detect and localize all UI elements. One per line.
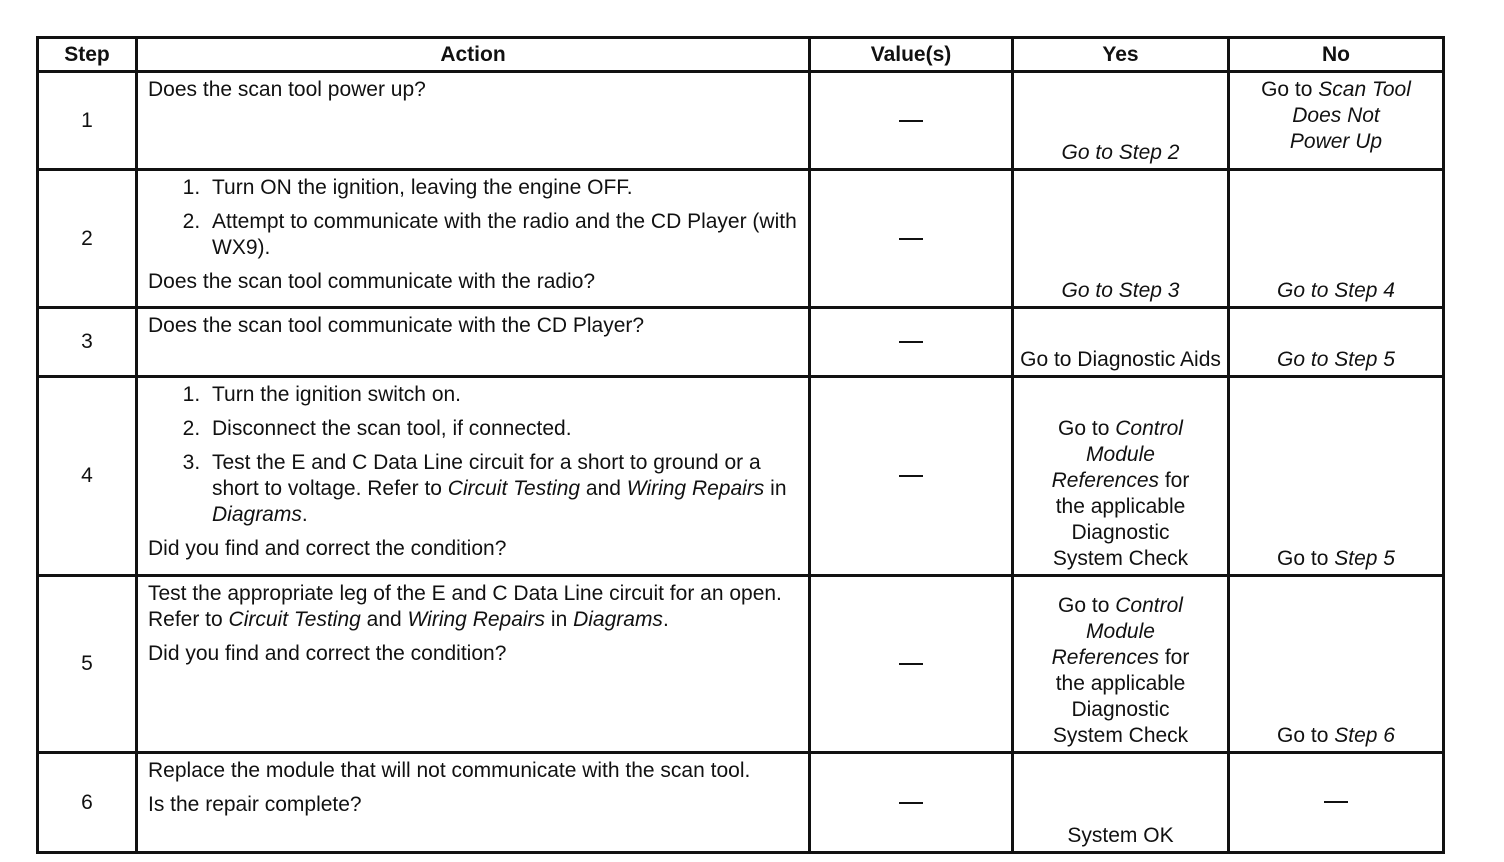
step-number: 4 xyxy=(38,377,137,576)
value-cell xyxy=(810,308,1013,377)
action-question: Does the scan tool communicate with the radio? xyxy=(148,270,596,293)
no-cell xyxy=(1229,753,1444,853)
action-question: Does the scan tool power up? xyxy=(148,78,426,101)
no-result xyxy=(1234,789,1438,815)
action-steps xyxy=(148,175,798,261)
table-row xyxy=(38,170,1444,308)
dash-icon xyxy=(899,802,923,804)
action-text: Test the appropriate leg of the E and C Data Line circuit for an open. Refer to Circuit Testing and Wiring Repairs in Diagrams. xyxy=(148,582,782,631)
header-step: Step xyxy=(38,38,137,72)
action-step-item: 2. Disconnect the scan tool, if connected. xyxy=(206,416,798,442)
header-no: No xyxy=(1229,38,1444,72)
yes-result: System OK xyxy=(1067,824,1174,847)
no-cell xyxy=(1229,377,1444,576)
table-row xyxy=(38,377,1444,576)
value-cell xyxy=(810,377,1013,576)
action-cell xyxy=(137,377,810,576)
action-step-item: 1. Turn the ignition switch on. xyxy=(206,382,798,408)
action-cell xyxy=(137,753,810,853)
no-result: Go to Step 5 xyxy=(1277,547,1395,570)
step-number: 3 xyxy=(38,308,137,377)
action-question: Does the scan tool communicate with the CD Player? xyxy=(148,314,645,337)
dash-icon xyxy=(899,120,923,122)
yes-result: Go to Diagnostic Aids xyxy=(1020,348,1221,371)
header-row xyxy=(38,38,1444,72)
no-cell xyxy=(1229,170,1444,308)
no-result: Go to Step 5 xyxy=(1277,348,1395,371)
table-row xyxy=(38,72,1444,170)
yes-result: Go to Step 2 xyxy=(1061,141,1180,164)
no-result: Go to Step 4 xyxy=(1277,279,1395,302)
action-cell xyxy=(137,576,810,753)
step-number: 2 xyxy=(38,170,137,308)
dash-icon xyxy=(899,475,923,477)
action-step-item: 3. Test the E and C Data Line circuit for a short to ground or a short to voltage. Refer to Circuit Testing and Wiring Repairs in Diagrams. xyxy=(206,450,798,528)
dash-icon xyxy=(899,663,923,665)
action-step-item: 1. Turn ON the ignition, leaving the engine OFF. xyxy=(206,175,798,201)
action-cell xyxy=(137,308,810,377)
yes-result: Go to Step 3 xyxy=(1061,279,1180,302)
no-cell xyxy=(1229,308,1444,377)
step-number: 1 xyxy=(38,72,137,170)
yes-cell xyxy=(1013,377,1229,576)
no-result: Go to Step 6 xyxy=(1277,724,1395,747)
header-yes: Yes xyxy=(1013,38,1229,72)
table-row xyxy=(38,308,1444,377)
diagnostic-table xyxy=(36,36,1445,854)
dash-icon xyxy=(899,341,923,343)
yes-cell xyxy=(1013,308,1229,377)
action-steps xyxy=(148,382,798,528)
value-cell xyxy=(810,170,1013,308)
table-row xyxy=(38,576,1444,753)
yes-result: Go to Control Module References for the applicable Diagnostic System Check xyxy=(1051,594,1190,747)
action-question: Is the repair complete? xyxy=(148,793,362,816)
dash-icon xyxy=(899,238,923,240)
table-row xyxy=(38,753,1444,853)
action-question: Did you find and correct the condition? xyxy=(148,537,507,560)
step-number: 5 xyxy=(38,576,137,753)
step-number: 6 xyxy=(38,753,137,853)
no-cell xyxy=(1229,72,1444,170)
header-values: Value(s) xyxy=(810,38,1013,72)
header-action: Action xyxy=(137,38,810,72)
dash-icon xyxy=(1324,801,1348,803)
action-cell xyxy=(137,170,810,308)
yes-cell xyxy=(1013,72,1229,170)
action-text: Replace the module that will not communicate with the scan tool. xyxy=(148,759,751,782)
value-cell xyxy=(810,72,1013,170)
action-question: Did you find and correct the condition? xyxy=(148,642,507,665)
yes-result: Go to Control Module References for the applicable Diagnostic System Check xyxy=(1051,417,1190,570)
value-cell xyxy=(810,753,1013,853)
no-cell xyxy=(1229,576,1444,753)
yes-cell xyxy=(1013,753,1229,853)
yes-cell xyxy=(1013,170,1229,308)
value-cell xyxy=(810,576,1013,753)
no-result: Go to Scan Tool Does Not Power Up xyxy=(1261,78,1411,153)
yes-cell xyxy=(1013,576,1229,753)
action-step-item: 2. Attempt to communicate with the radio and the CD Player (with WX9). xyxy=(206,209,798,261)
action-cell xyxy=(137,72,810,170)
